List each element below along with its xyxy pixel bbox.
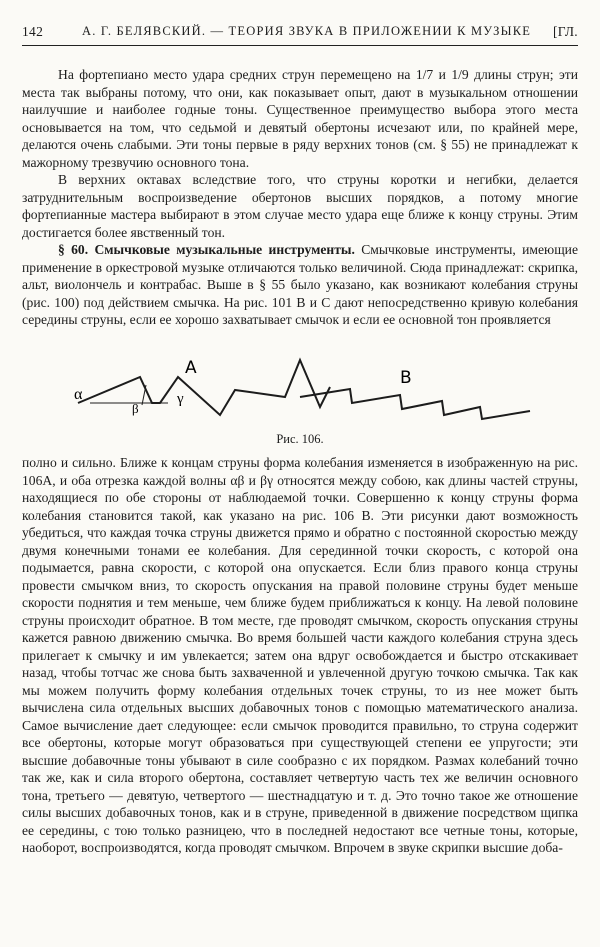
figure-caption: Рис. 106. — [276, 432, 324, 446]
section-text: Смычковые инструменты, имеющие применение в оркестровой музыке отличаются только величиной. Сюда принадлежат: скрипка, альт, виолончель и контрабас. Выше в § 55 было указано, как возникают колебания струны (рис. 100) под действием смычка. На рис. 101 B и C дают непосредственно кривую колебания середины струны, если ее хорошо захватывает смычок и если ее основной тон проявляется — [22, 242, 578, 327]
label-beta: β — [132, 401, 139, 416]
header-rule — [22, 45, 578, 46]
label-a: A — [185, 358, 197, 378]
running-header — [22, 24, 578, 46]
paragraph-bowed-instruments — [22, 241, 578, 329]
paragraph-piano-strike-point: На фортепиано место удара средних струн перемещено на 1/7 и 1/9 длины струн; эти места так выбраны потому, что они, как показывает опыт, дают в музыкальном отношении наилучшие и наиболее годные тоны. Существенное преимущество выбора этого места основывается на том, что седьмой и девятый обертоны исчезают или, по крайней мере, делаются очень слабыми. Эти тоны первые в ряду верхних тонов (см. § 55) не принадлежат к мажорному трезвучию основного тона. — [22, 67, 578, 170]
label-alpha: α — [74, 386, 83, 403]
running-title: А. Г. БЕЛЯВСКИЙ. — ТЕОРИЯ ЗВУКА В ПРИЛОЖЕНИИ К МУЗЫКЕ — [82, 24, 532, 38]
figure-106-b — [300, 368, 530, 419]
figure-106-a — [74, 358, 330, 416]
text-block-top — [22, 66, 578, 329]
chapter-marker: [ГЛ. — [552, 24, 578, 39]
paragraph-vibration-forms: полно и сильно. Ближе к концам струны форма колебания изменяется в изображенную на рис. 106A, и оба отрезка каждой волны αβ и βγ относятся между собою, как длины частей струны, находящиеся по обе стороны от наблюдаемой точки. Совершенно к концу струны форма колебания становится такой, как указано на рис. 106 B. Эти рисунки дают возможность убедиться, что каждая точка струны движется прямо и обратно с постоянной скоростью между двумя конечными тонами ее колебания. Для серединной точки скорость, с которой она подымается, равна скорости, с которой она опускается. Если близ правого конца струны провести смычком вниз, то скорость опускания на правой половине струны будет меньше скорости поднятия и тем меньше, чем ближе будем приближаться к концу. На левой половине струны происходит обратное. В том месте, где проводят смычком, скорость опускания струны кажется равною движению смычка. Во время большей части каждого колебания струна здесь прилегает к смычку и им увлекается; затем она вдруг освобождается и быстро отскакивает назад, чтобы тотчас же снова быть захваченной и увлеченной другую точкою смычка. Так как мы можем получить форму колебания отдельных точек струны, то из нее может быть вычислена сила отдельных высших добавочных тонов с помощью математического анализа. Самое вычисление дает следующее: если смычок проводится правильно, то струна содержит все обертоны, которые могут образоваться при существующей степени ее упругости; эти высшие добавочные тоны убывают в силе сообразно с их порядком. Размах колебаний точно так же, как и сила второго обертона, составляет четвертую часть тех же величин основного тона, третьего — девятую, четвертого — шестнадцатую и т. д. Это точно такое же отношение силы высших добавочных тонов, как и в струне, приведенной в движение посредством щипка ее середины, с тою только разницею, что в последней недостают все четные тоны, которые, наоборот, воспроизводятся, когда проводят смычком. Впрочем в звуке скрипки высшие доба- — [22, 455, 578, 855]
label-gamma: γ — [177, 391, 184, 407]
label-b: B — [400, 368, 412, 388]
waveform-b — [300, 389, 530, 419]
text-block-bottom — [22, 454, 578, 857]
section-heading: § 60. Смычковые музыкальные инструменты. — [58, 242, 355, 257]
waveform-a — [78, 360, 330, 415]
paragraph-upper-octaves: В верхних октавах вследствие того, что струны коротки и негибки, делается затруднительным воспроизведение обертонов высших порядков, а потому многие фортепианные мастера выбирают в этом случае место удара еще ближе к концу струны. Этим достигается более явственный тон. — [22, 172, 578, 240]
page-number: 142 — [22, 24, 44, 39]
figure-106 — [60, 355, 560, 425]
